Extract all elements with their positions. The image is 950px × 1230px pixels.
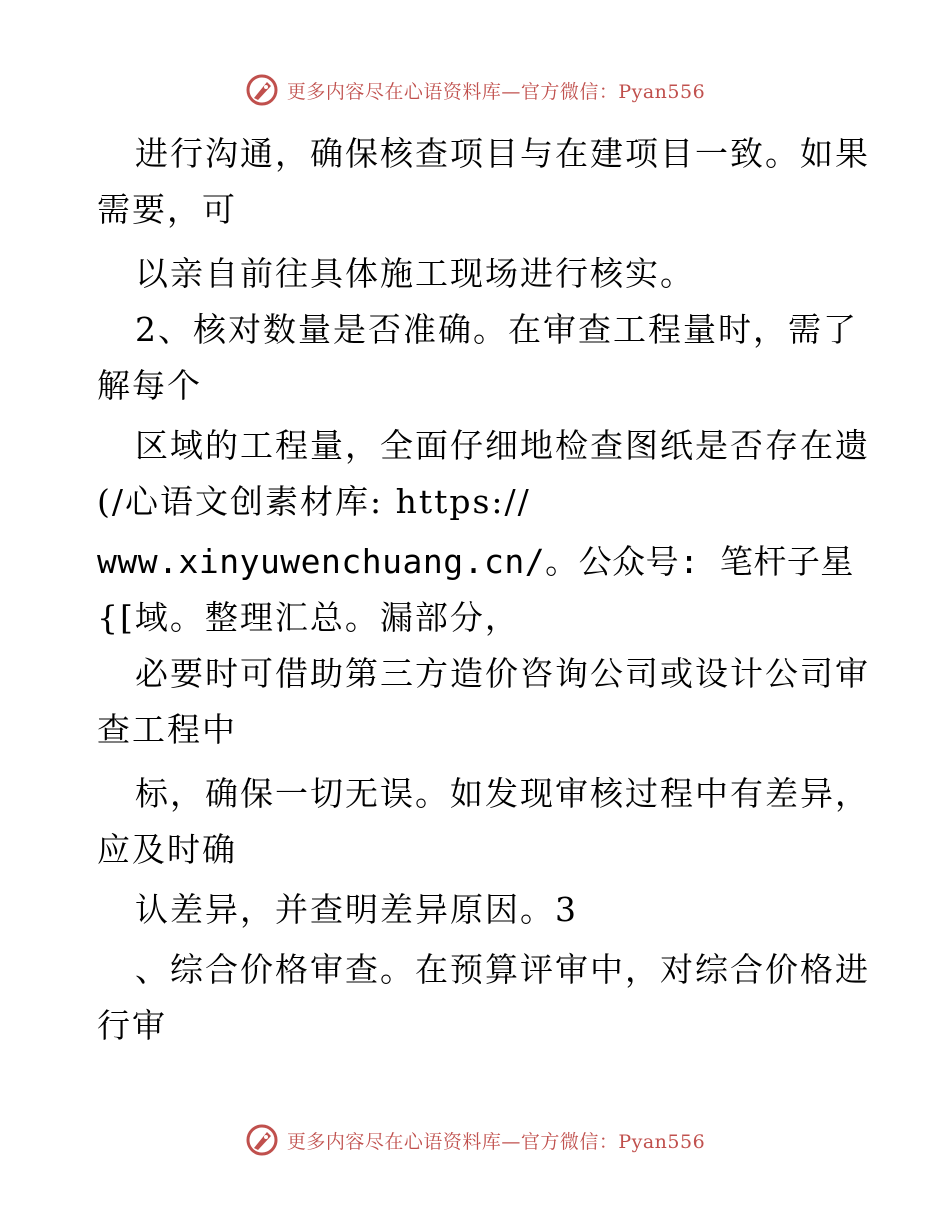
body-line: {[域。整理汇总。漏部分， <box>97 598 520 637</box>
body-line: 区域的工程量，全面仔细地检查图纸是否存在遗 <box>135 426 870 465</box>
footer-banner-text: 更多内容尽在心语资料库—官方微信：Pyan556 <box>286 1130 706 1153</box>
body-line: 、综合价格审查。在预算评审中，对综合价格进 <box>135 950 870 989</box>
body-line: (/心语文创素材库: https:// <box>97 482 531 521</box>
body-line: 解每个 <box>97 366 202 405</box>
body-line: 进行沟通，确保核查项目与在建项目一致。如果 <box>135 134 870 173</box>
body-line: 应及时确 <box>97 830 237 869</box>
body-line: 2、核对数量是否准确。在审查工程量时，需了 <box>135 310 858 349</box>
body-line: www.xinyuwenchuang.cn/。公众号: 笔杆子星 <box>97 542 854 581</box>
footer-banner <box>0 1120 950 1160</box>
body-line: 行审 <box>97 1006 167 1045</box>
body-line: 查工程中 <box>97 710 237 749</box>
body-line: 认差异，并查明差异原因。3 <box>135 890 578 929</box>
body-line: 必要时可借助第三方造价咨询公司或设计公司审 <box>135 654 870 693</box>
header-banner-text: 更多内容尽在心语资料库—官方微信：Pyan556 <box>286 80 706 103</box>
body-line: 需要，可 <box>97 190 237 229</box>
body-line: 以亲自前往具体施工现场进行核实。 <box>135 254 695 293</box>
pen-nib-logo-icon <box>245 73 279 107</box>
body-line: 标，确保一切无误。如发现审核过程中有差异， <box>135 774 870 813</box>
pen-nib-logo-icon <box>245 1123 279 1157</box>
header-banner <box>0 70 950 110</box>
